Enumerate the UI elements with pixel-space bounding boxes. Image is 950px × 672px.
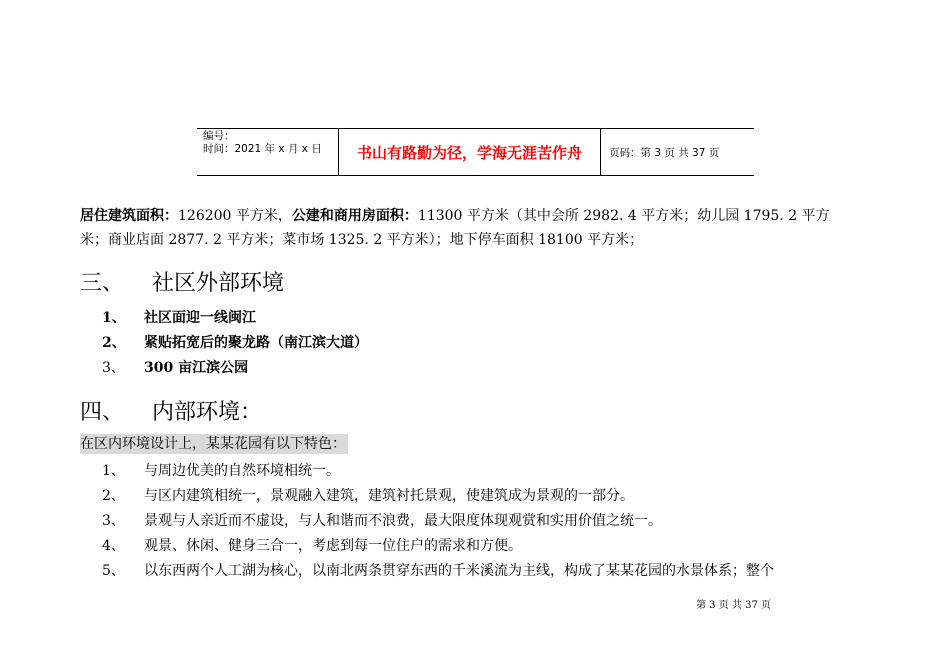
intro-label-residential: 居住建筑面积： <box>80 208 178 224</box>
section-4-lead: 在区内环境设计上，某某花园有以下特色： <box>80 436 346 452</box>
list-item-text: 观景、休闲、健身三合一，考虑到每一位住户的需求和方便。 <box>144 538 522 554</box>
intro-line-1 <box>80 204 880 228</box>
list-item <box>102 536 522 556</box>
section-3-number: 三、 <box>80 271 125 296</box>
section-3-title: 社区外部环境 <box>152 271 285 296</box>
header-page-number: 页码：第 3 页 共 37 页 <box>609 146 720 159</box>
page-footer: 第 3 页 共 37 页 <box>696 600 771 611</box>
page-header-table <box>197 128 754 176</box>
header-motto: 书山有路勤为径，学海无涯苦作舟 <box>339 129 601 175</box>
section-4-title: 内部环境： <box>152 400 263 425</box>
list-item <box>102 486 634 506</box>
intro-value-commercial: 11300 平方米（其中会所 2982. 4 平方米；幼儿园 1795. 2 平方 <box>417 208 830 224</box>
section-3-heading <box>80 266 284 297</box>
list-item-number: 2、 <box>102 488 125 504</box>
section-4-heading <box>80 395 262 426</box>
intro-value-residential: 126200 平方米， <box>178 208 292 224</box>
list-item <box>102 333 368 353</box>
list-item <box>102 511 662 531</box>
list-item-text: 与周边优美的自然环境相统一。 <box>144 463 340 479</box>
list-item-number: 1、 <box>102 463 125 479</box>
intro-line-2: 米；商业店面 2877. 2 平方米；菜市场 1325. 2 平方米）；地下停车面积 18100 平方米； <box>80 232 644 248</box>
list-item-text: 社区面迎一线闽江 <box>144 310 256 326</box>
list-item-number: 3、 <box>102 513 125 529</box>
list-item-text: 300 亩江滨公园 <box>144 360 249 376</box>
list-item <box>102 461 340 481</box>
list-item <box>102 358 248 378</box>
list-item-text: 紧贴拓宽后的聚龙路（南江滨大道） <box>144 335 368 351</box>
list-item-number: 5、 <box>102 563 125 579</box>
code-label: 编号： <box>203 130 235 142</box>
list-item-number: 4、 <box>102 538 125 554</box>
list-item-number: 2、 <box>102 335 126 351</box>
list-item-text: 以东西两个人工湖为核心，以南北两条贯穿东西的千米溪流为主线，构成了某某花园的水景体系；整个 <box>144 563 774 579</box>
intro-paragraph <box>80 204 880 252</box>
time-label: 时间：2021 年 x 月 x 日 <box>203 143 322 155</box>
list-item-number: 1、 <box>102 310 126 326</box>
intro-label-commercial: 公建和商用房面积： <box>291 208 418 224</box>
list-item-text: 与区内建筑相统一，景观融入建筑，建筑衬托景观，使建筑成为景观的一部分。 <box>144 488 634 504</box>
list-item-number: 3、 <box>102 360 125 376</box>
list-item <box>102 561 774 581</box>
header-meta-cell <box>197 129 339 175</box>
list-item <box>102 308 256 328</box>
list-item-text: 景观与人亲近而不虚设，与人和谐而不浪费，最大限度体现观赏和实用价值之统一。 <box>144 513 662 529</box>
section-4-number: 四、 <box>80 400 125 425</box>
